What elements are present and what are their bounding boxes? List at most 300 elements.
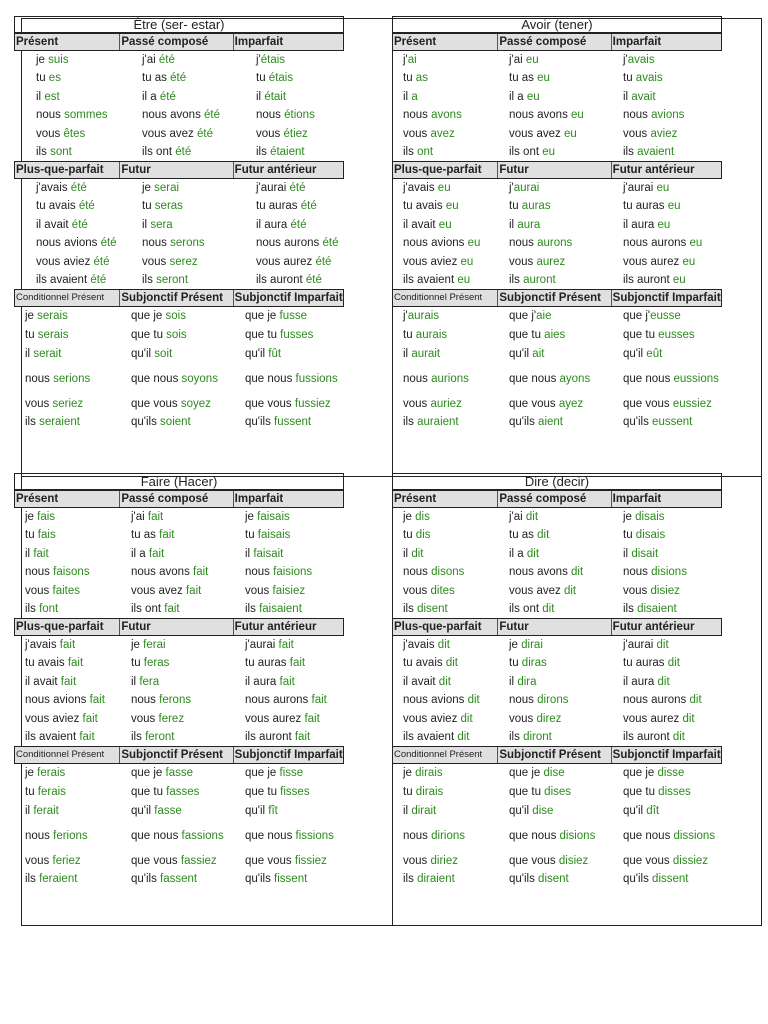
conjugation-cell	[498, 638, 612, 652]
verb-form: été	[78, 200, 95, 212]
verb-form: dit	[457, 731, 470, 743]
verb-form: serions	[53, 372, 91, 385]
verb-form: eût	[646, 347, 663, 360]
conjugation-cell	[392, 53, 498, 67]
pronoun: vous	[36, 127, 64, 140]
verb-form: feriez	[52, 854, 81, 867]
pronoun: ils auront	[256, 274, 306, 286]
verb-form: fassiez	[180, 854, 217, 867]
conjugation-cell	[234, 347, 344, 361]
pronoun: que je	[509, 767, 544, 779]
pronoun: tu auras	[256, 200, 301, 212]
verb-form: sois	[166, 328, 187, 341]
pronoun: nous	[25, 566, 54, 578]
verb-form: fait	[148, 547, 165, 560]
conjugation-row	[392, 87, 722, 106]
pronoun: tu	[403, 72, 416, 84]
conjugation-cell	[612, 328, 722, 342]
verb-form: dirais	[415, 767, 443, 779]
conjugation-cell	[392, 565, 498, 579]
pronoun: nous avions	[25, 694, 90, 706]
conjugation-row	[14, 215, 344, 234]
pronoun: nous avions	[403, 237, 468, 249]
verb-form: eu	[657, 218, 671, 231]
pronoun: je	[142, 182, 155, 194]
conjugation-cell	[612, 181, 722, 195]
conjugation-cell	[14, 785, 120, 799]
verb-form: serons	[170, 237, 205, 249]
pronoun: qu'il	[131, 804, 155, 817]
verb-form: dit	[656, 639, 669, 651]
verb-form: faisais	[257, 529, 291, 541]
pronoun: nous avions	[36, 237, 101, 249]
conjugation-cell	[498, 53, 612, 67]
verb-form: avaient	[637, 146, 675, 158]
pronoun: nous aurons	[623, 237, 690, 249]
verb-form: dit	[438, 675, 451, 688]
verb-form: eu	[437, 182, 451, 194]
tense-header-row	[14, 490, 344, 508]
conjugation-cell	[14, 804, 120, 818]
conjugation-cell	[120, 766, 234, 780]
pronoun: nous	[403, 566, 432, 578]
verb-form: aurai	[513, 182, 540, 194]
verb-form: fait	[60, 675, 77, 688]
verb-form: été	[289, 182, 306, 194]
pronoun: j'ai	[142, 54, 159, 66]
verb-form: fût	[268, 347, 282, 360]
pronoun: il	[623, 547, 632, 560]
pronoun: ils	[25, 873, 40, 885]
conjugation-cell	[498, 199, 612, 213]
pronoun: tu auras	[245, 657, 290, 669]
verb-form: diraient	[417, 873, 455, 885]
pronoun: tu	[623, 72, 636, 84]
tense-header: Plus-que-parfait	[393, 619, 498, 635]
verb-form: eu	[537, 72, 550, 84]
conjugation-cell	[392, 602, 498, 616]
verb-form: faisiez	[272, 584, 306, 597]
conjugation-cell	[392, 397, 498, 411]
verb-form: ferait	[33, 804, 59, 817]
verb-form: fait	[294, 731, 311, 743]
conjugation-cell	[612, 372, 722, 386]
pronoun: il a	[131, 547, 149, 560]
pronoun: tu	[509, 200, 522, 212]
pronoun: j'	[403, 54, 408, 66]
pronoun: j'avais	[403, 182, 438, 194]
conjugation-row	[392, 581, 722, 600]
verb-form: feront	[145, 731, 175, 743]
pronoun: je	[25, 511, 38, 523]
pronoun: que vous	[131, 397, 181, 410]
verb-form: serais	[37, 310, 68, 322]
conjugation-cell	[234, 199, 344, 213]
conjugation-cell	[120, 656, 234, 670]
verb-form: fît	[268, 804, 278, 817]
pronoun: j'aurai	[245, 639, 279, 651]
pronoun: que nous	[131, 829, 182, 842]
conjugation-cell	[14, 854, 120, 868]
verb-form: fissions	[295, 829, 334, 842]
conjugation-row	[392, 526, 722, 544]
conjugation-cell	[234, 90, 344, 104]
conjugation-cell	[392, 415, 498, 429]
verb-form: auriez	[430, 397, 462, 410]
verb-form: aurions	[431, 372, 469, 385]
verb-form: été	[175, 146, 192, 158]
pronoun: qu'il	[245, 804, 269, 817]
conjugation-cell	[120, 785, 234, 799]
verb-form: a	[411, 90, 418, 103]
pronoun: que vous	[131, 854, 181, 867]
conjugation-row	[14, 234, 344, 252]
conjugation-cell	[498, 236, 612, 250]
conjugation-cell	[392, 372, 498, 386]
conjugation-cell	[498, 785, 612, 799]
conjugation-cell	[120, 397, 234, 411]
verb-form: eusse	[650, 310, 681, 322]
verb-form: aies	[544, 328, 566, 341]
conjugation-cell	[14, 510, 120, 524]
pronoun: nous	[25, 829, 54, 842]
conjugation-cell	[498, 565, 612, 579]
conjugation-cell	[498, 675, 612, 689]
verb-form: dit	[657, 675, 670, 688]
conjugation-cell	[392, 510, 498, 524]
conjugation-cell	[234, 108, 344, 122]
pronoun: il	[25, 547, 34, 560]
verb-form: étais	[260, 54, 286, 66]
pronoun: ils	[509, 731, 524, 743]
pronoun: il avait	[36, 218, 72, 231]
tense-header: Plus-que-parfait	[393, 162, 498, 178]
verb-form: avais	[627, 54, 655, 66]
conjugation-cell	[498, 108, 612, 122]
verb-title: Être (ser- estar)	[14, 16, 344, 33]
pronoun: tu	[403, 529, 416, 541]
conjugation-row	[14, 563, 344, 581]
pronoun: nous avons	[131, 566, 194, 578]
tense-header: Plus-que-parfait	[15, 619, 120, 635]
pronoun: il aura	[245, 675, 280, 688]
conjugation-cell	[498, 309, 612, 323]
conjugation-cell	[392, 656, 498, 670]
pronoun: que nous	[509, 372, 560, 385]
conjugation-cell	[234, 528, 344, 542]
verb-form: aurez	[536, 255, 566, 268]
tense-header: Passé composé	[120, 491, 233, 507]
conjugation-cell	[14, 602, 120, 616]
pronoun: vous	[509, 712, 537, 725]
verb-form: disiez	[650, 584, 680, 597]
conjugation-row	[392, 197, 722, 215]
verb-form: dites	[430, 584, 455, 597]
pronoun: qu'ils	[131, 416, 161, 428]
conjugation-cell	[392, 638, 498, 652]
pronoun: il aura	[256, 218, 291, 231]
conjugation-row	[14, 51, 344, 69]
conjugation-cell	[14, 528, 120, 542]
pronoun: que je	[245, 310, 280, 322]
conjugation-row	[14, 600, 344, 618]
pronoun: tu auras	[623, 200, 668, 212]
conjugation-row	[14, 508, 344, 526]
verb-form: étions	[284, 109, 315, 121]
conjugation-row	[392, 215, 722, 234]
verb-form: eu	[682, 255, 696, 268]
pronoun: il a	[509, 90, 527, 103]
conjugation-cell	[120, 108, 234, 122]
conjugation-cell	[392, 854, 498, 868]
pronoun: vous	[623, 127, 651, 140]
verb-form: avait	[631, 90, 656, 103]
verb-form: été	[204, 109, 221, 121]
conjugation-cell	[612, 510, 722, 524]
pronoun: j'ai	[509, 511, 526, 523]
verb-form: eussions	[673, 372, 719, 385]
verb-form: étaient	[270, 146, 305, 158]
conjugation-cell	[120, 584, 234, 598]
verb-form: ferais	[37, 785, 66, 798]
conjugation-cell	[234, 547, 344, 561]
pronoun: qu'ils	[131, 873, 161, 885]
tense-header-row	[14, 618, 344, 636]
conjugation-row	[14, 851, 344, 870]
conjugation-cell	[14, 53, 120, 67]
verb-form: dirai	[521, 639, 543, 651]
pronoun: nous	[403, 109, 432, 121]
verb-form: été	[90, 274, 107, 286]
verb-form: dit	[437, 639, 450, 651]
conjugation-cell	[120, 90, 234, 104]
verb-form: avais	[635, 72, 663, 84]
conjugation-cell	[14, 675, 120, 689]
tense-header: Subjonctif Imparfait	[612, 749, 721, 761]
conjugation-cell	[234, 127, 344, 141]
tense-header-row	[14, 161, 344, 179]
conjugation-cell	[392, 675, 498, 689]
verb-form: avons	[431, 109, 462, 121]
conjugation-cell	[612, 347, 722, 361]
verb-form: diriez	[430, 854, 458, 867]
conjugation-cell	[498, 872, 612, 886]
pronoun: nous	[256, 109, 285, 121]
verb-form: fasse	[165, 767, 194, 779]
conjugation-cell	[498, 145, 612, 159]
verb-form: fait	[185, 584, 202, 597]
conjugation-cell	[612, 218, 722, 232]
tense-header: Présent	[15, 34, 120, 50]
verb-form: dit	[460, 712, 473, 725]
verb-form: fait	[193, 566, 209, 578]
verb-form: dit	[682, 712, 695, 725]
conjugation-cell	[392, 528, 498, 542]
pronoun: il	[131, 675, 140, 688]
conjugation-cell	[612, 565, 722, 579]
conjugation-cell	[234, 255, 344, 269]
conjugation-cell	[498, 328, 612, 342]
verb-form: soit	[154, 347, 173, 360]
conjugation-cell	[120, 854, 234, 868]
conjugation-row	[14, 581, 344, 600]
conjugation-row	[14, 728, 344, 746]
verb-form: ont	[417, 146, 434, 158]
pronoun: qu'il	[245, 347, 269, 360]
conjugation-cell	[234, 730, 344, 744]
verb-form: sont	[50, 146, 72, 158]
tense-header: Subjonctif Imparfait	[234, 749, 343, 761]
conjugation-cell	[120, 328, 234, 342]
conjugation-row	[14, 106, 344, 124]
verb-form: dit	[525, 511, 539, 523]
conjugation-cell	[498, 693, 612, 707]
pronoun: tu avais	[36, 200, 79, 212]
pronoun: que nous	[623, 829, 674, 842]
conjugation-cell	[234, 693, 344, 707]
verb-form: eu	[467, 237, 481, 249]
pronoun: nous	[36, 109, 65, 121]
pronoun: j'avais	[25, 639, 60, 651]
conjugation-row	[392, 394, 722, 413]
pronoun: tu	[25, 328, 38, 341]
verb-form: ferez	[158, 712, 185, 725]
conjugation-cell	[612, 854, 722, 868]
conjugation-row	[14, 124, 344, 143]
conjugation-cell	[612, 53, 722, 67]
verb-title: Dire (decir)	[392, 473, 722, 490]
verb-form: dît	[646, 804, 660, 817]
verb-form: été	[315, 255, 332, 268]
conjugation-cell	[14, 273, 120, 287]
verb-form: dise	[543, 767, 565, 779]
conjugation-cell	[14, 236, 120, 250]
conjugation-cell	[234, 397, 344, 411]
conjugation-cell	[392, 766, 498, 780]
verb-form: ferais	[37, 767, 66, 779]
conjugation-cell	[234, 236, 344, 250]
verb-form: eu	[438, 218, 452, 231]
tense-header: Subjonctif Imparfait	[234, 292, 343, 304]
pronoun: tu as	[509, 72, 538, 84]
conjugation-row	[392, 600, 722, 618]
conjugation-cell	[498, 415, 612, 429]
tense-header: Conditionnel Présent	[15, 747, 120, 763]
verb-form: dit	[542, 603, 555, 615]
verb-form: seriez	[52, 397, 84, 410]
conjugation-cell	[612, 785, 722, 799]
conjugation-row	[392, 51, 722, 69]
pronoun: tu	[131, 657, 144, 669]
pronoun: ils	[245, 603, 260, 615]
verb-form: feras	[143, 657, 170, 669]
verb-form: fait	[159, 529, 175, 541]
pronoun: vous aurez	[623, 255, 683, 268]
verb-form: fasses	[166, 785, 200, 798]
conjugation-cell	[498, 766, 612, 780]
pronoun: nous avions	[403, 694, 468, 706]
pronoun: il	[509, 675, 518, 688]
pronoun: vous	[403, 854, 431, 867]
verb-form: es	[48, 72, 61, 84]
pronoun: vous	[25, 584, 53, 597]
conjugation-cell	[392, 872, 498, 886]
pronoun: je	[25, 310, 38, 322]
conjugation-cell	[234, 510, 344, 524]
verb-form: fait	[79, 731, 95, 743]
pronoun: tu	[403, 785, 416, 798]
conjugation-row	[392, 106, 722, 124]
verb-form: seras	[154, 200, 183, 212]
verb-form: eu	[689, 237, 703, 249]
verb-form: fassent	[160, 873, 198, 885]
conjugation-cell	[14, 255, 120, 269]
pronoun: qu'il	[509, 347, 533, 360]
pronoun: il	[623, 90, 632, 103]
pronoun: ils avaient	[25, 731, 80, 743]
conjugation-cell	[392, 236, 498, 250]
conjugation-cell	[120, 602, 234, 616]
pronoun: nous avons	[509, 566, 572, 578]
verb-form: eusses	[658, 328, 695, 341]
conjugation-row	[392, 179, 722, 197]
verb-form: sois	[165, 310, 186, 322]
pronoun: ils	[256, 146, 271, 158]
verb-form: fait	[311, 694, 327, 706]
verb-form: dit	[467, 694, 480, 706]
verb-form: était	[264, 90, 287, 103]
pronoun: ils	[623, 603, 638, 615]
conjugation-cell	[120, 145, 234, 159]
verb-title: Avoir (tener)	[392, 16, 722, 33]
verb-form: aurait	[411, 347, 441, 360]
conjugation-cell	[234, 309, 344, 323]
verb-form: fait	[147, 511, 164, 523]
pronoun: j'ai	[509, 54, 526, 66]
pronoun: ils	[403, 603, 418, 615]
conjugation-row	[392, 508, 722, 526]
conjugation-cell	[234, 415, 344, 429]
conjugation-cell	[612, 584, 722, 598]
verb-form: ai	[407, 54, 417, 66]
pronoun: ils	[25, 603, 40, 615]
conjugation-cell	[120, 255, 234, 269]
pronoun: ils	[142, 274, 157, 286]
conjugation-cell	[14, 199, 120, 213]
conjugation-cell	[120, 181, 234, 195]
verb-form: été	[300, 200, 317, 212]
conjugation-cell	[14, 108, 120, 122]
pronoun: tu	[25, 785, 38, 798]
conjugation-row	[14, 782, 344, 801]
tense-header-row	[14, 746, 344, 764]
pronoun: que je	[245, 767, 280, 779]
conjugation-cell	[120, 804, 234, 818]
verb-form: disais	[635, 529, 666, 541]
verb-form: été	[93, 255, 110, 268]
conjugation-cell	[498, 528, 612, 542]
pronoun: que nous	[131, 372, 182, 385]
pronoun: nous aurons	[245, 694, 312, 706]
conjugation-cell	[498, 804, 612, 818]
verb-form: fait	[278, 639, 294, 651]
verb-form: eu	[525, 54, 539, 66]
conjugation-cell	[392, 730, 498, 744]
verb-form: étiez	[283, 127, 308, 140]
conjugation-row	[392, 851, 722, 870]
conjugation-cell	[612, 638, 722, 652]
verb-form: été	[196, 127, 213, 140]
